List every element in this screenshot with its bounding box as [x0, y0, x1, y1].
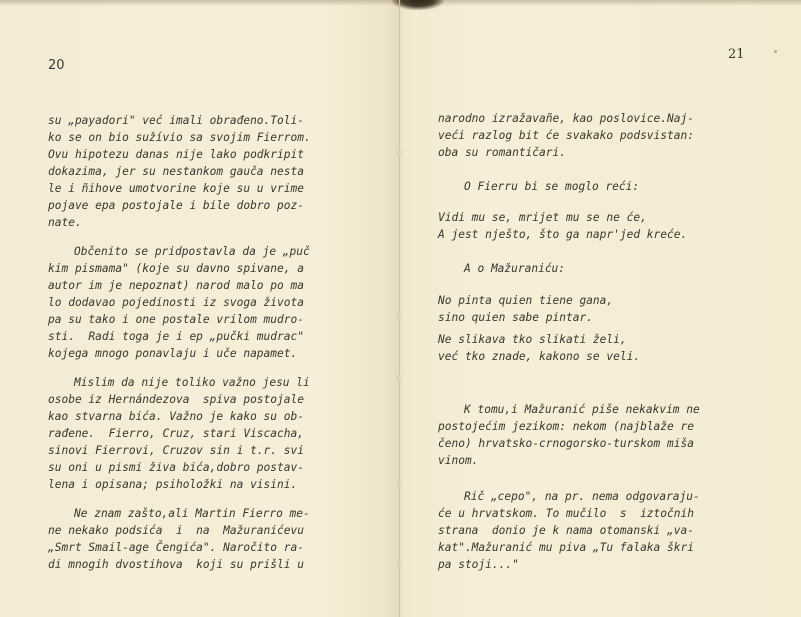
- text-line: pa stoji...": [438, 558, 519, 571]
- text-line: osobe iz Hernándezova spiva postojale: [48, 393, 304, 406]
- text-line: sinovi Fierrovi, Cruzov sin i t.r. svi: [48, 444, 304, 457]
- text-line: kao stvarna bića. Važno je kako su ob-: [48, 410, 304, 423]
- text-line: rađene. Fierro, Cruz, stari Viscacha,: [48, 427, 304, 440]
- verse-line: A jest nješto, što ga napr'jed kreće.: [438, 228, 688, 241]
- text-line: kim pismama" (koje su davno spivane, a: [48, 262, 304, 275]
- text-line: pojave epa postojale i bile dobro poz-: [48, 199, 304, 212]
- text-line: veći razlog bit će svakako podsvistan:: [438, 129, 694, 142]
- text-line: strana donio je k nama otomanski „va-: [438, 524, 694, 537]
- page-number: 20: [48, 58, 65, 73]
- text-line: nate.: [48, 216, 82, 229]
- text-line: Mislim da nije toliko važno jesu li: [74, 376, 310, 389]
- verse-line: već tko znade, kakono se veli.: [438, 350, 641, 363]
- left-page: [0, 0, 399, 617]
- text-line: di mnogih dvostihova koji su prišli u: [48, 558, 304, 571]
- text-line: lo dodavao pojedinosti iz svoga života: [48, 296, 304, 309]
- text-line: pa su tako i one postale vrilom mudro-: [48, 313, 304, 326]
- text-line: autor im je nepoznat) narod malo po ma: [48, 279, 304, 292]
- text-line: Ne znam zašto,ali Martin Fierro me-: [74, 507, 310, 520]
- text-line: su oni u pismi živa bića,dobro postav-: [48, 461, 304, 474]
- text-line: su „payadori" već imali obrađeno.Toli-: [48, 114, 304, 127]
- text-line: K tomu,i Mažuranić piše nekakvim ne: [464, 403, 700, 416]
- text-line: Občenito se pridpostavla da je „puč: [74, 245, 310, 258]
- verse-line: No pinta quien tiene gana,: [438, 294, 614, 307]
- text-line: narodno izražavañe, kao poslovice.Naj-: [438, 112, 694, 125]
- text-line: sti. Radi toga je i ep „pučki mudrac": [48, 330, 304, 343]
- verse-line: sino quien sabe pintar.: [438, 311, 593, 324]
- text-line: Rič „cepo", na pr. nema odgovaraju-: [464, 490, 700, 503]
- verse-line: Vidi mu se, mrijet mu se ne će,: [438, 211, 647, 224]
- text-line: dokazima, jer su nestankom gauča nesta: [48, 165, 304, 178]
- text-line: A o Mažuraniću:: [464, 262, 566, 275]
- page-number: 21: [728, 47, 745, 62]
- text-line: oba su romantičari.: [438, 146, 566, 159]
- text-line: „Smrt Smail-age Čengića". Naročito ra-: [48, 541, 304, 554]
- text-line: le i ñihove umotvorine koje su u vrime: [48, 182, 304, 195]
- text-line: O Fierru bi se moglo reći:: [464, 180, 640, 193]
- text-line: Ovu hipotezu danas nije lako podkripit: [48, 148, 304, 161]
- text-line: ko se on bio sužívio sa svojim Fierrom.: [48, 131, 311, 144]
- text-line: kat".Mažuranić mu piva „Tu falaka škri: [438, 541, 694, 554]
- right-page: [400, 0, 801, 617]
- text-line: će u hrvatskom. To mučilo s iztočnih: [438, 507, 694, 520]
- text-line: kojega mnogo ponavlaju i uče napamet.: [48, 347, 298, 360]
- text-line: vinom.: [438, 454, 479, 467]
- verse-line: Ne slikava tko slikati želi,: [438, 333, 627, 346]
- text-line: ne nekako podsića i na Mažuranićevu: [48, 524, 304, 537]
- text-line: postojećim jezikom: nekom (najblaže re: [438, 420, 694, 433]
- text-line: lena i opisana; psiholožki na visini.: [48, 478, 298, 491]
- text-line: čeno) hrvatsko-crnogorsko-turskom miša: [438, 437, 694, 450]
